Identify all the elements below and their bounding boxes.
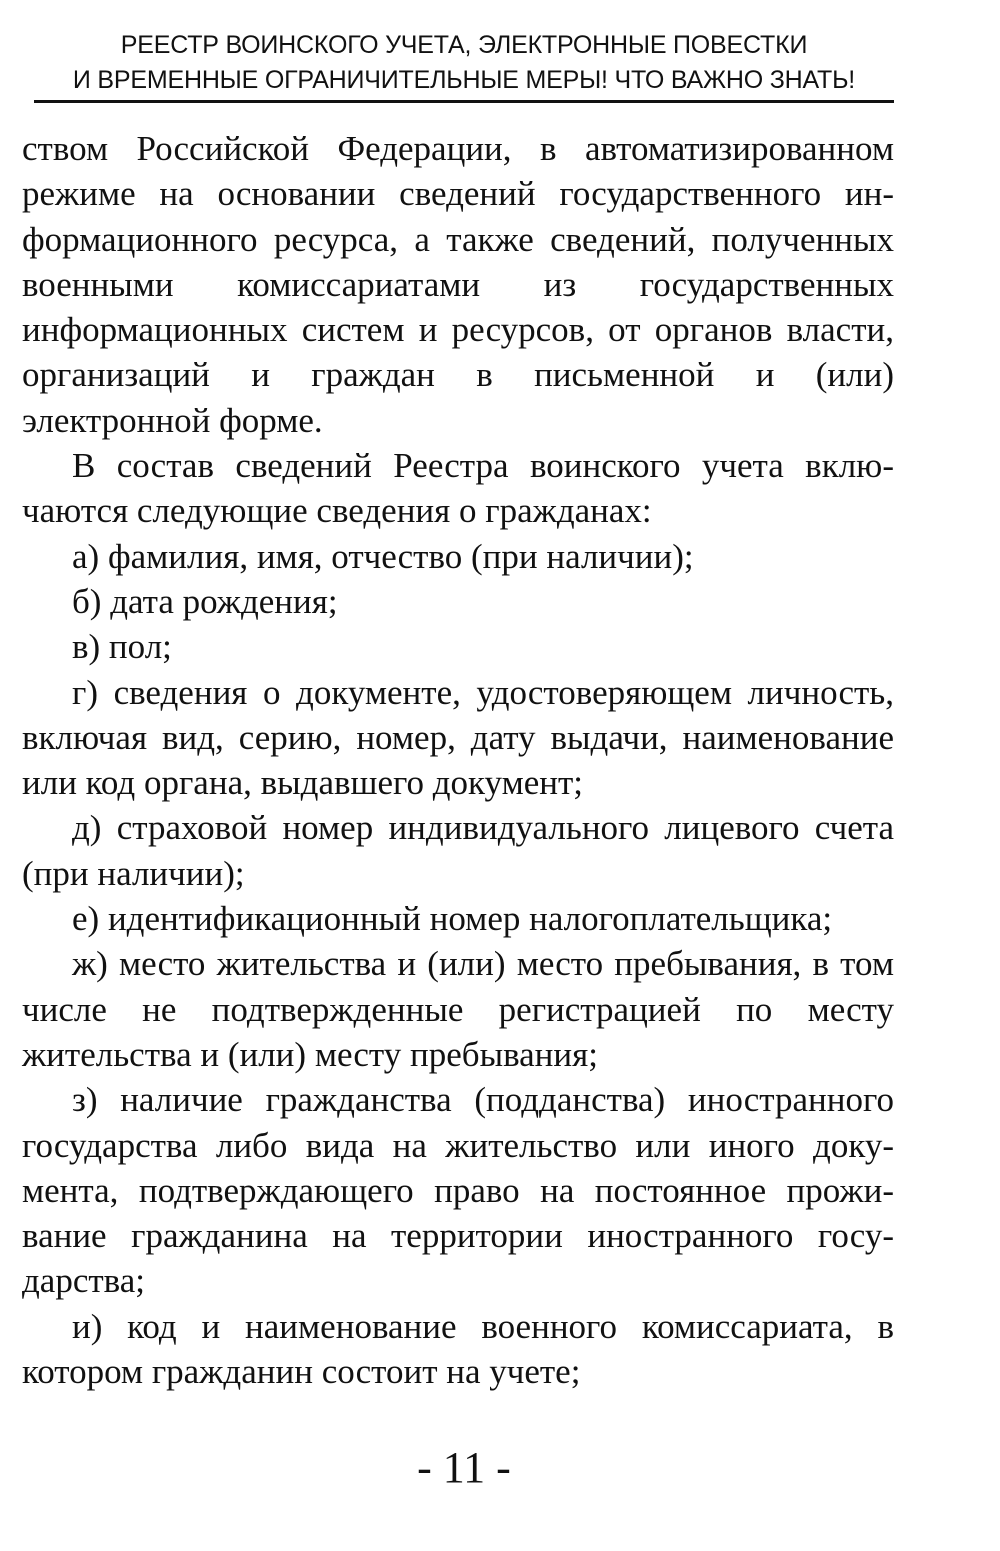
list-item-v: в) пол; [72, 627, 172, 667]
list-item-z: з) наличие гражданства (подданства) иностранного государства либо вида на жительство или иного документа, подтверждающего право на постоянное проживание гражданина на территории иностранного государства; [22, 1080, 894, 1301]
list-item-e: е) идентификационный номер налогоплательщика; [72, 899, 833, 939]
list-item-zh: ж) место жительства и (или) место пребывания, в том числе не подтвержденные регистрацией по месту жительства и (или) месту пребывания; [22, 944, 894, 1074]
header-line-2: И ВРЕМЕННЫЕ ОГРАНИЧИТЕЛЬНЫЕ МЕРЫ! ЧТО ВАЖНО ЗНАТЬ! [72, 66, 856, 94]
paragraph-registry-intro: В состав сведений Реестра воинского учета включаются следующие сведения о гражданах: [22, 446, 894, 531]
header-divider [34, 100, 894, 103]
page-number: - 11 - [417, 1443, 511, 1492]
header-line-1: РЕЕСТР ВОИНСКОГО УЧЕТА, ЭЛЕКТРОННЫЕ ПОВЕСТКИ [120, 31, 808, 59]
list-item-i: и) код и наименование военного комиссариата, в котором гражданин состоит на учете; [22, 1306, 894, 1392]
body-text [22, 126, 894, 1394]
list-item-b: б) дата рождения; [72, 581, 338, 621]
list-item-a: а) фамилия, имя, отчество (при наличии); [72, 536, 694, 576]
paragraph-continuation: ством Российской Федерации, в автоматизированном режиме на основании сведений государственного информационного ресурса, а также сведений, полученных военными комиссариатами из государственных информационных систем и ресурсов, от органов власти, организаций и граждан в письменной и (или) электронной форме. [22, 129, 894, 440]
running-header [34, 28, 894, 98]
list-item-d: д) страховой номер индивидуального лицевого счета (при наличии); [22, 808, 894, 893]
list-item-g: г) сведения о документе, удостоверяющем личность, включая вид, серию, номер, дату выдачи, наименование или код органа, выдавшего документ; [22, 672, 894, 803]
